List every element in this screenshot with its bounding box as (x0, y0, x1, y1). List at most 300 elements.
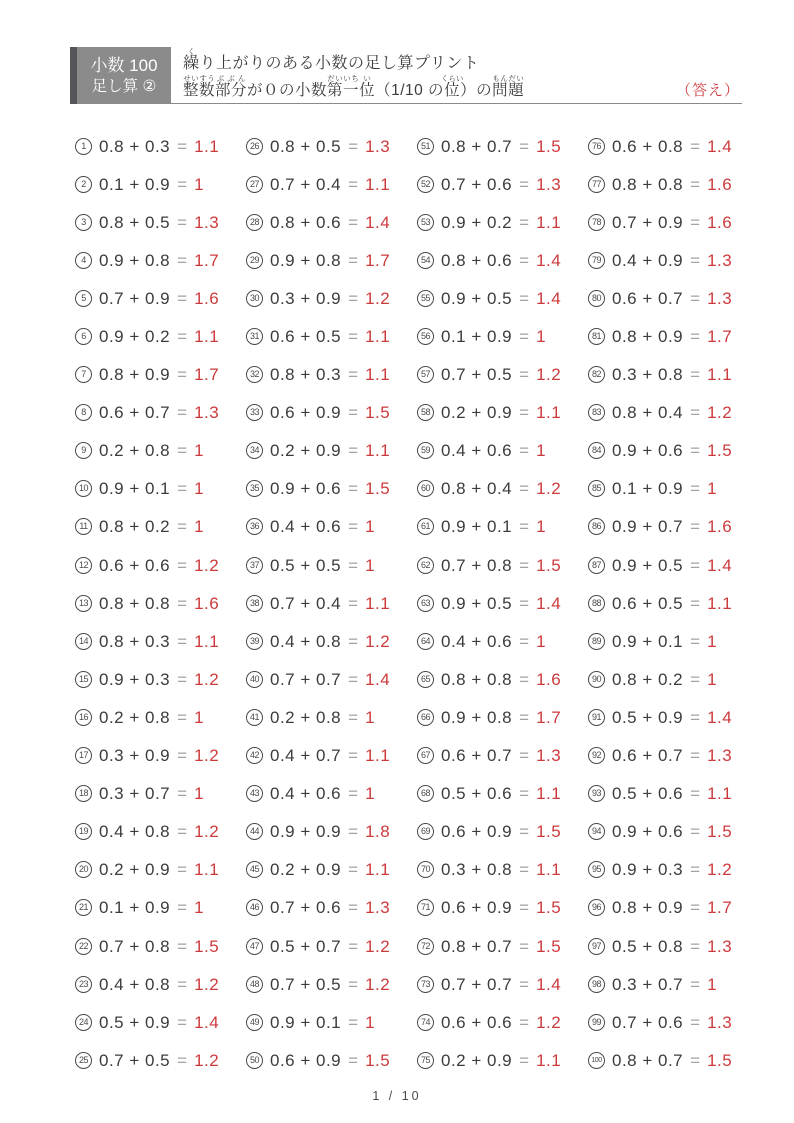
problem-number: 30 (246, 290, 263, 307)
equals-sign: = (177, 822, 188, 842)
equals-sign: = (690, 174, 701, 194)
problem-number: 16 (75, 709, 92, 726)
equals-sign: = (177, 403, 188, 423)
problem-answer: 1.5 (536, 555, 562, 575)
problem-expression: 0.6 + 0.8 (612, 136, 684, 156)
problem-row (246, 432, 417, 470)
problem-answer: 1.5 (707, 1050, 733, 1070)
problem-expression: 0.9 + 0.8 (99, 250, 171, 270)
problem-row (75, 1003, 246, 1041)
problem-number: 81 (588, 328, 605, 345)
equals-sign: = (519, 1050, 530, 1070)
problem-expression: 0.9 + 0.1 (99, 479, 171, 499)
equals-sign: = (519, 288, 530, 308)
problem-number: 39 (246, 633, 263, 650)
problem-number: 59 (417, 442, 434, 459)
problem-answer: 1 (536, 441, 547, 461)
problem-answer: 1 (536, 327, 547, 347)
problem-row (75, 203, 246, 241)
problem-expression: 0.2 + 0.9 (270, 441, 342, 461)
problem-row (75, 1041, 246, 1079)
problem-row (588, 317, 759, 355)
problem-row (417, 622, 588, 660)
problem-expression: 0.4 + 0.6 (270, 784, 342, 804)
problem-answer: 1.5 (536, 822, 562, 842)
problem-expression: 0.7 + 0.7 (270, 669, 342, 689)
page-number: 1 / 10 (372, 1089, 422, 1103)
problem-row (246, 965, 417, 1003)
equals-sign: = (690, 936, 701, 956)
equals-sign: = (690, 669, 701, 689)
problem-expression: 0.8 + 0.7 (612, 1050, 684, 1070)
problem-number: 56 (417, 328, 434, 345)
equals-sign: = (177, 936, 188, 956)
problem-row (588, 508, 759, 546)
problem-row (417, 317, 588, 355)
problem-answer: 1 (194, 898, 205, 918)
equals-sign: = (348, 517, 359, 537)
problem-expression: 0.9 + 0.1 (612, 631, 684, 651)
equals-sign: = (348, 212, 359, 232)
problem-number: 83 (588, 404, 605, 421)
problem-answer: 1.4 (194, 1012, 220, 1032)
problem-answer: 1.5 (365, 1050, 391, 1070)
problem-row (588, 470, 759, 508)
problem-answer: 1.3 (707, 288, 733, 308)
problem-answer: 1.4 (707, 555, 733, 575)
equals-sign: = (177, 669, 188, 689)
equals-sign: = (177, 860, 188, 880)
problem-expression: 0.5 + 0.6 (441, 784, 513, 804)
problem-expression: 0.7 + 0.5 (99, 1050, 171, 1070)
problem-row (588, 889, 759, 927)
problem-number: 10 (75, 480, 92, 497)
problem-number: 50 (246, 1052, 263, 1069)
problem-answer: 1.2 (707, 860, 733, 880)
problem-row (246, 356, 417, 394)
equals-sign: = (690, 441, 701, 461)
equals-sign: = (690, 288, 701, 308)
problem-number: 29 (246, 252, 263, 269)
problem-expression: 0.3 + 0.7 (612, 974, 684, 994)
problem-expression: 0.7 + 0.4 (270, 593, 342, 613)
problem-answer: 1.5 (365, 403, 391, 423)
problem-row (75, 660, 246, 698)
problem-expression: 0.4 + 0.9 (612, 250, 684, 270)
problem-expression: 0.7 + 0.6 (441, 174, 513, 194)
problem-expression: 0.3 + 0.9 (270, 288, 342, 308)
problem-expression: 0.8 + 0.6 (441, 250, 513, 270)
problem-number: 53 (417, 214, 434, 231)
problem-number: 34 (246, 442, 263, 459)
equals-sign: = (690, 136, 701, 156)
problem-answer: 1 (365, 1012, 376, 1032)
worksheet-title: 繰くり上がりのある小数の足し算プリント (183, 47, 480, 73)
equals-sign: = (690, 517, 701, 537)
title-lines (183, 47, 524, 101)
badge-topic-label: 足し算 ② (91, 77, 157, 95)
problem-expression: 0.9 + 0.9 (270, 822, 342, 842)
problem-number: 27 (246, 176, 263, 193)
problem-row (246, 698, 417, 736)
problem-row (417, 584, 588, 622)
problem-answer: 1 (365, 517, 376, 537)
problem-expression: 0.1 + 0.9 (99, 898, 171, 918)
problem-expression: 0.7 + 0.6 (270, 898, 342, 918)
problem-answer: 1.1 (365, 327, 391, 347)
equals-sign: = (519, 707, 530, 727)
equals-sign: = (177, 517, 188, 537)
equals-sign: = (177, 746, 188, 766)
problem-row (588, 622, 759, 660)
problem-number: 11 (75, 518, 92, 535)
problem-row (588, 851, 759, 889)
problem-row (75, 584, 246, 622)
problem-expression: 0.5 + 0.9 (99, 1012, 171, 1032)
problem-row (75, 927, 246, 965)
problem-answer: 1 (194, 479, 205, 499)
problem-number: 43 (246, 785, 263, 802)
problem-expression: 0.5 + 0.9 (612, 707, 684, 727)
problem-number: 95 (588, 861, 605, 878)
problem-row (246, 775, 417, 813)
problem-number: 71 (417, 899, 434, 916)
problem-number: 40 (246, 671, 263, 688)
problem-answer: 1.1 (707, 365, 733, 385)
problem-number: 25 (75, 1052, 92, 1069)
equals-sign: = (519, 1012, 530, 1032)
problem-answer: 1.1 (365, 593, 391, 613)
problem-expression: 0.6 + 0.5 (270, 327, 342, 347)
problem-answer: 1.1 (365, 860, 391, 880)
problem-expression: 0.9 + 0.6 (612, 441, 684, 461)
problem-number: 7 (75, 366, 92, 383)
equals-sign: = (177, 593, 188, 613)
problem-row (588, 546, 759, 584)
problem-number: 90 (588, 671, 605, 688)
problem-expression: 0.9 + 0.5 (612, 555, 684, 575)
problem-expression: 0.7 + 0.8 (99, 936, 171, 956)
problem-number: 96 (588, 899, 605, 916)
equals-sign: = (177, 974, 188, 994)
problem-expression: 0.4 + 0.6 (270, 517, 342, 537)
problem-row (246, 203, 417, 241)
problem-row (246, 165, 417, 203)
problem-number: 26 (246, 138, 263, 155)
equals-sign: = (519, 479, 530, 499)
problem-answer: 1.4 (536, 288, 562, 308)
problem-answer: 1.2 (365, 974, 391, 994)
problem-answer: 1 (707, 479, 718, 499)
problem-expression: 0.7 + 0.9 (612, 212, 684, 232)
problem-row (246, 241, 417, 279)
badge-series-label: 小数 100 (90, 55, 158, 75)
problem-number: 19 (75, 823, 92, 840)
problem-number: 76 (588, 138, 605, 155)
equals-sign: = (690, 1050, 701, 1070)
problem-number: 73 (417, 976, 434, 993)
problem-row (588, 1003, 759, 1041)
problem-row (75, 737, 246, 775)
problem-answer: 1.2 (194, 746, 220, 766)
problem-row (417, 241, 588, 279)
problem-answer: 1.4 (536, 250, 562, 270)
equals-sign: = (348, 327, 359, 347)
problem-answer: 1.2 (194, 822, 220, 842)
equals-sign: = (519, 974, 530, 994)
problem-row (75, 698, 246, 736)
equals-sign: = (348, 746, 359, 766)
problem-number: 79 (588, 252, 605, 269)
worksheet-badge (70, 47, 171, 104)
problem-number: 78 (588, 214, 605, 231)
problem-number: 9 (75, 442, 92, 459)
problem-answer: 1.2 (365, 631, 391, 651)
problem-expression: 0.1 + 0.9 (441, 327, 513, 347)
problem-answer: 1.7 (707, 327, 733, 347)
problem-expression: 0.3 + 0.7 (99, 784, 171, 804)
problem-answer: 1.1 (194, 860, 220, 880)
problem-answer: 1.1 (194, 327, 220, 347)
problem-expression: 0.8 + 0.7 (441, 936, 513, 956)
problem-answer: 1.5 (194, 936, 220, 956)
problem-expression: 0.8 + 0.7 (441, 136, 513, 156)
problem-row (417, 432, 588, 470)
problem-row (417, 165, 588, 203)
problem-answer: 1.1 (536, 784, 562, 804)
problem-answer: 1.4 (707, 136, 733, 156)
problem-answer: 1.1 (707, 593, 733, 613)
problem-row (417, 203, 588, 241)
problem-expression: 0.7 + 0.4 (270, 174, 342, 194)
problem-number: 60 (417, 480, 434, 497)
problem-row (246, 394, 417, 432)
problem-expression: 0.4 + 0.8 (99, 974, 171, 994)
problem-row (417, 394, 588, 432)
problem-answer: 1 (365, 784, 376, 804)
problem-expression: 0.4 + 0.7 (270, 746, 342, 766)
equals-sign: = (177, 212, 188, 232)
problem-row (588, 356, 759, 394)
equals-sign: = (177, 136, 188, 156)
problem-number: 85 (588, 480, 605, 497)
problem-number: 49 (246, 1014, 263, 1031)
equals-sign: = (690, 365, 701, 385)
equals-sign: = (519, 212, 530, 232)
problem-number: 46 (246, 899, 263, 916)
problem-row (417, 127, 588, 165)
problem-number: 62 (417, 557, 434, 574)
problem-number: 98 (588, 976, 605, 993)
problem-row (417, 279, 588, 317)
problem-number: 80 (588, 290, 605, 307)
problem-answer: 1.7 (194, 365, 220, 385)
problem-expression: 0.9 + 0.8 (441, 707, 513, 727)
problem-expression: 0.3 + 0.8 (612, 365, 684, 385)
problem-expression: 0.9 + 0.3 (612, 860, 684, 880)
problem-row (417, 698, 588, 736)
problem-answer: 1.2 (536, 479, 562, 499)
problem-answer: 1.3 (536, 746, 562, 766)
equals-sign: = (348, 822, 359, 842)
problem-row (588, 165, 759, 203)
equals-sign: = (348, 288, 359, 308)
problem-answer: 1.3 (707, 1012, 733, 1032)
equals-sign: = (348, 631, 359, 651)
equals-sign: = (348, 898, 359, 918)
problem-number: 20 (75, 861, 92, 878)
equals-sign: = (690, 631, 701, 651)
problem-answer: 1.1 (536, 403, 562, 423)
problem-expression: 0.9 + 0.5 (441, 288, 513, 308)
problem-row (417, 546, 588, 584)
equals-sign: = (177, 1050, 188, 1070)
problem-answer: 1.6 (707, 212, 733, 232)
problem-expression: 0.6 + 0.7 (99, 403, 171, 423)
problem-answer: 1.7 (707, 898, 733, 918)
problem-row (588, 965, 759, 1003)
problem-expression: 0.7 + 0.5 (270, 974, 342, 994)
problem-row (417, 965, 588, 1003)
equals-sign: = (690, 746, 701, 766)
problem-expression: 0.9 + 0.3 (99, 669, 171, 689)
problem-expression: 0.5 + 0.8 (612, 936, 684, 956)
problem-row (75, 165, 246, 203)
problem-answer: 1.1 (365, 174, 391, 194)
problem-answer: 1.6 (707, 517, 733, 537)
problem-number: 74 (417, 1014, 434, 1031)
equals-sign: = (690, 707, 701, 727)
problem-row (246, 927, 417, 965)
problem-expression: 0.9 + 0.2 (441, 212, 513, 232)
problem-number: 69 (417, 823, 434, 840)
problem-answer: 1 (707, 631, 718, 651)
problem-expression: 0.6 + 0.9 (270, 403, 342, 423)
problem-expression: 0.9 + 0.6 (270, 479, 342, 499)
problem-expression: 0.6 + 0.7 (441, 746, 513, 766)
problem-number: 77 (588, 176, 605, 193)
problem-row (75, 889, 246, 927)
problem-number: 64 (417, 633, 434, 650)
problem-row (75, 622, 246, 660)
equals-sign: = (519, 441, 530, 461)
equals-sign: = (519, 327, 530, 347)
problem-expression: 0.4 + 0.6 (441, 441, 513, 461)
problem-number: 3 (75, 214, 92, 231)
problem-expression: 0.2 + 0.9 (441, 403, 513, 423)
problem-number: 92 (588, 747, 605, 764)
problem-answer: 1.2 (194, 974, 220, 994)
equals-sign: = (177, 365, 188, 385)
problem-answer: 1.3 (707, 746, 733, 766)
problem-row (75, 241, 246, 279)
problem-expression: 0.2 + 0.8 (99, 707, 171, 727)
equals-sign: = (519, 593, 530, 613)
problem-expression: 0.9 + 0.8 (270, 250, 342, 270)
problem-number: 86 (588, 518, 605, 535)
equals-sign: = (177, 631, 188, 651)
problem-row (417, 851, 588, 889)
equals-sign: = (348, 136, 359, 156)
equals-sign: = (519, 746, 530, 766)
problem-number: 14 (75, 633, 92, 650)
problem-row (588, 241, 759, 279)
problem-row (417, 1041, 588, 1079)
problem-number: 44 (246, 823, 263, 840)
equals-sign: = (519, 555, 530, 575)
problem-number: 35 (246, 480, 263, 497)
problem-row (588, 660, 759, 698)
problem-answer: 1.1 (536, 1050, 562, 1070)
problem-row (588, 127, 759, 165)
problem-answer: 1.3 (536, 174, 562, 194)
equals-sign: = (177, 441, 188, 461)
equals-sign: = (177, 898, 188, 918)
problem-number: 66 (417, 709, 434, 726)
problem-expression: 0.8 + 0.9 (612, 327, 684, 347)
problem-number: 87 (588, 557, 605, 574)
problem-answer: 1.1 (536, 212, 562, 232)
problem-expression: 0.6 + 0.6 (99, 555, 171, 575)
problem-number: 38 (246, 595, 263, 612)
problem-number: 8 (75, 404, 92, 421)
problem-answer: 1.3 (365, 136, 391, 156)
problem-answer: 1.2 (536, 365, 562, 385)
problem-answer: 1.4 (536, 593, 562, 613)
problem-row (417, 470, 588, 508)
problem-answer: 1 (194, 707, 205, 727)
problem-expression: 0.5 + 0.6 (612, 784, 684, 804)
problem-number: 70 (417, 861, 434, 878)
problem-expression: 0.8 + 0.6 (270, 212, 342, 232)
equals-sign: = (690, 327, 701, 347)
problem-row (75, 851, 246, 889)
problem-expression: 0.1 + 0.9 (612, 479, 684, 499)
problem-expression: 0.2 + 0.8 (99, 441, 171, 461)
problem-number: 89 (588, 633, 605, 650)
problem-expression: 0.5 + 0.7 (270, 936, 342, 956)
problem-expression: 0.6 + 0.9 (441, 822, 513, 842)
equals-sign: = (348, 593, 359, 613)
problem-expression: 0.6 + 0.5 (612, 593, 684, 613)
problem-answer: 1.3 (194, 403, 220, 423)
problem-row (588, 1041, 759, 1079)
problem-answer: 1.6 (194, 288, 220, 308)
equals-sign: = (348, 784, 359, 804)
problem-answer: 1.5 (536, 898, 562, 918)
equals-sign: = (690, 784, 701, 804)
problem-row (417, 356, 588, 394)
problem-answer: 1 (707, 974, 718, 994)
problem-answer: 1 (536, 631, 547, 651)
equals-sign: = (177, 250, 188, 270)
problem-number: 32 (246, 366, 263, 383)
problem-number: 37 (246, 557, 263, 574)
problem-number: 42 (246, 747, 263, 764)
problem-row (588, 584, 759, 622)
problem-answer: 1 (536, 517, 547, 537)
problem-number: 61 (417, 518, 434, 535)
problem-number: 67 (417, 747, 434, 764)
problem-number: 48 (246, 976, 263, 993)
problem-answer: 1.2 (194, 1050, 220, 1070)
equals-sign: = (177, 1012, 188, 1032)
problem-row (588, 813, 759, 851)
problem-row (417, 737, 588, 775)
problem-expression: 0.3 + 0.8 (441, 860, 513, 880)
problem-row (588, 279, 759, 317)
problem-row (417, 775, 588, 813)
